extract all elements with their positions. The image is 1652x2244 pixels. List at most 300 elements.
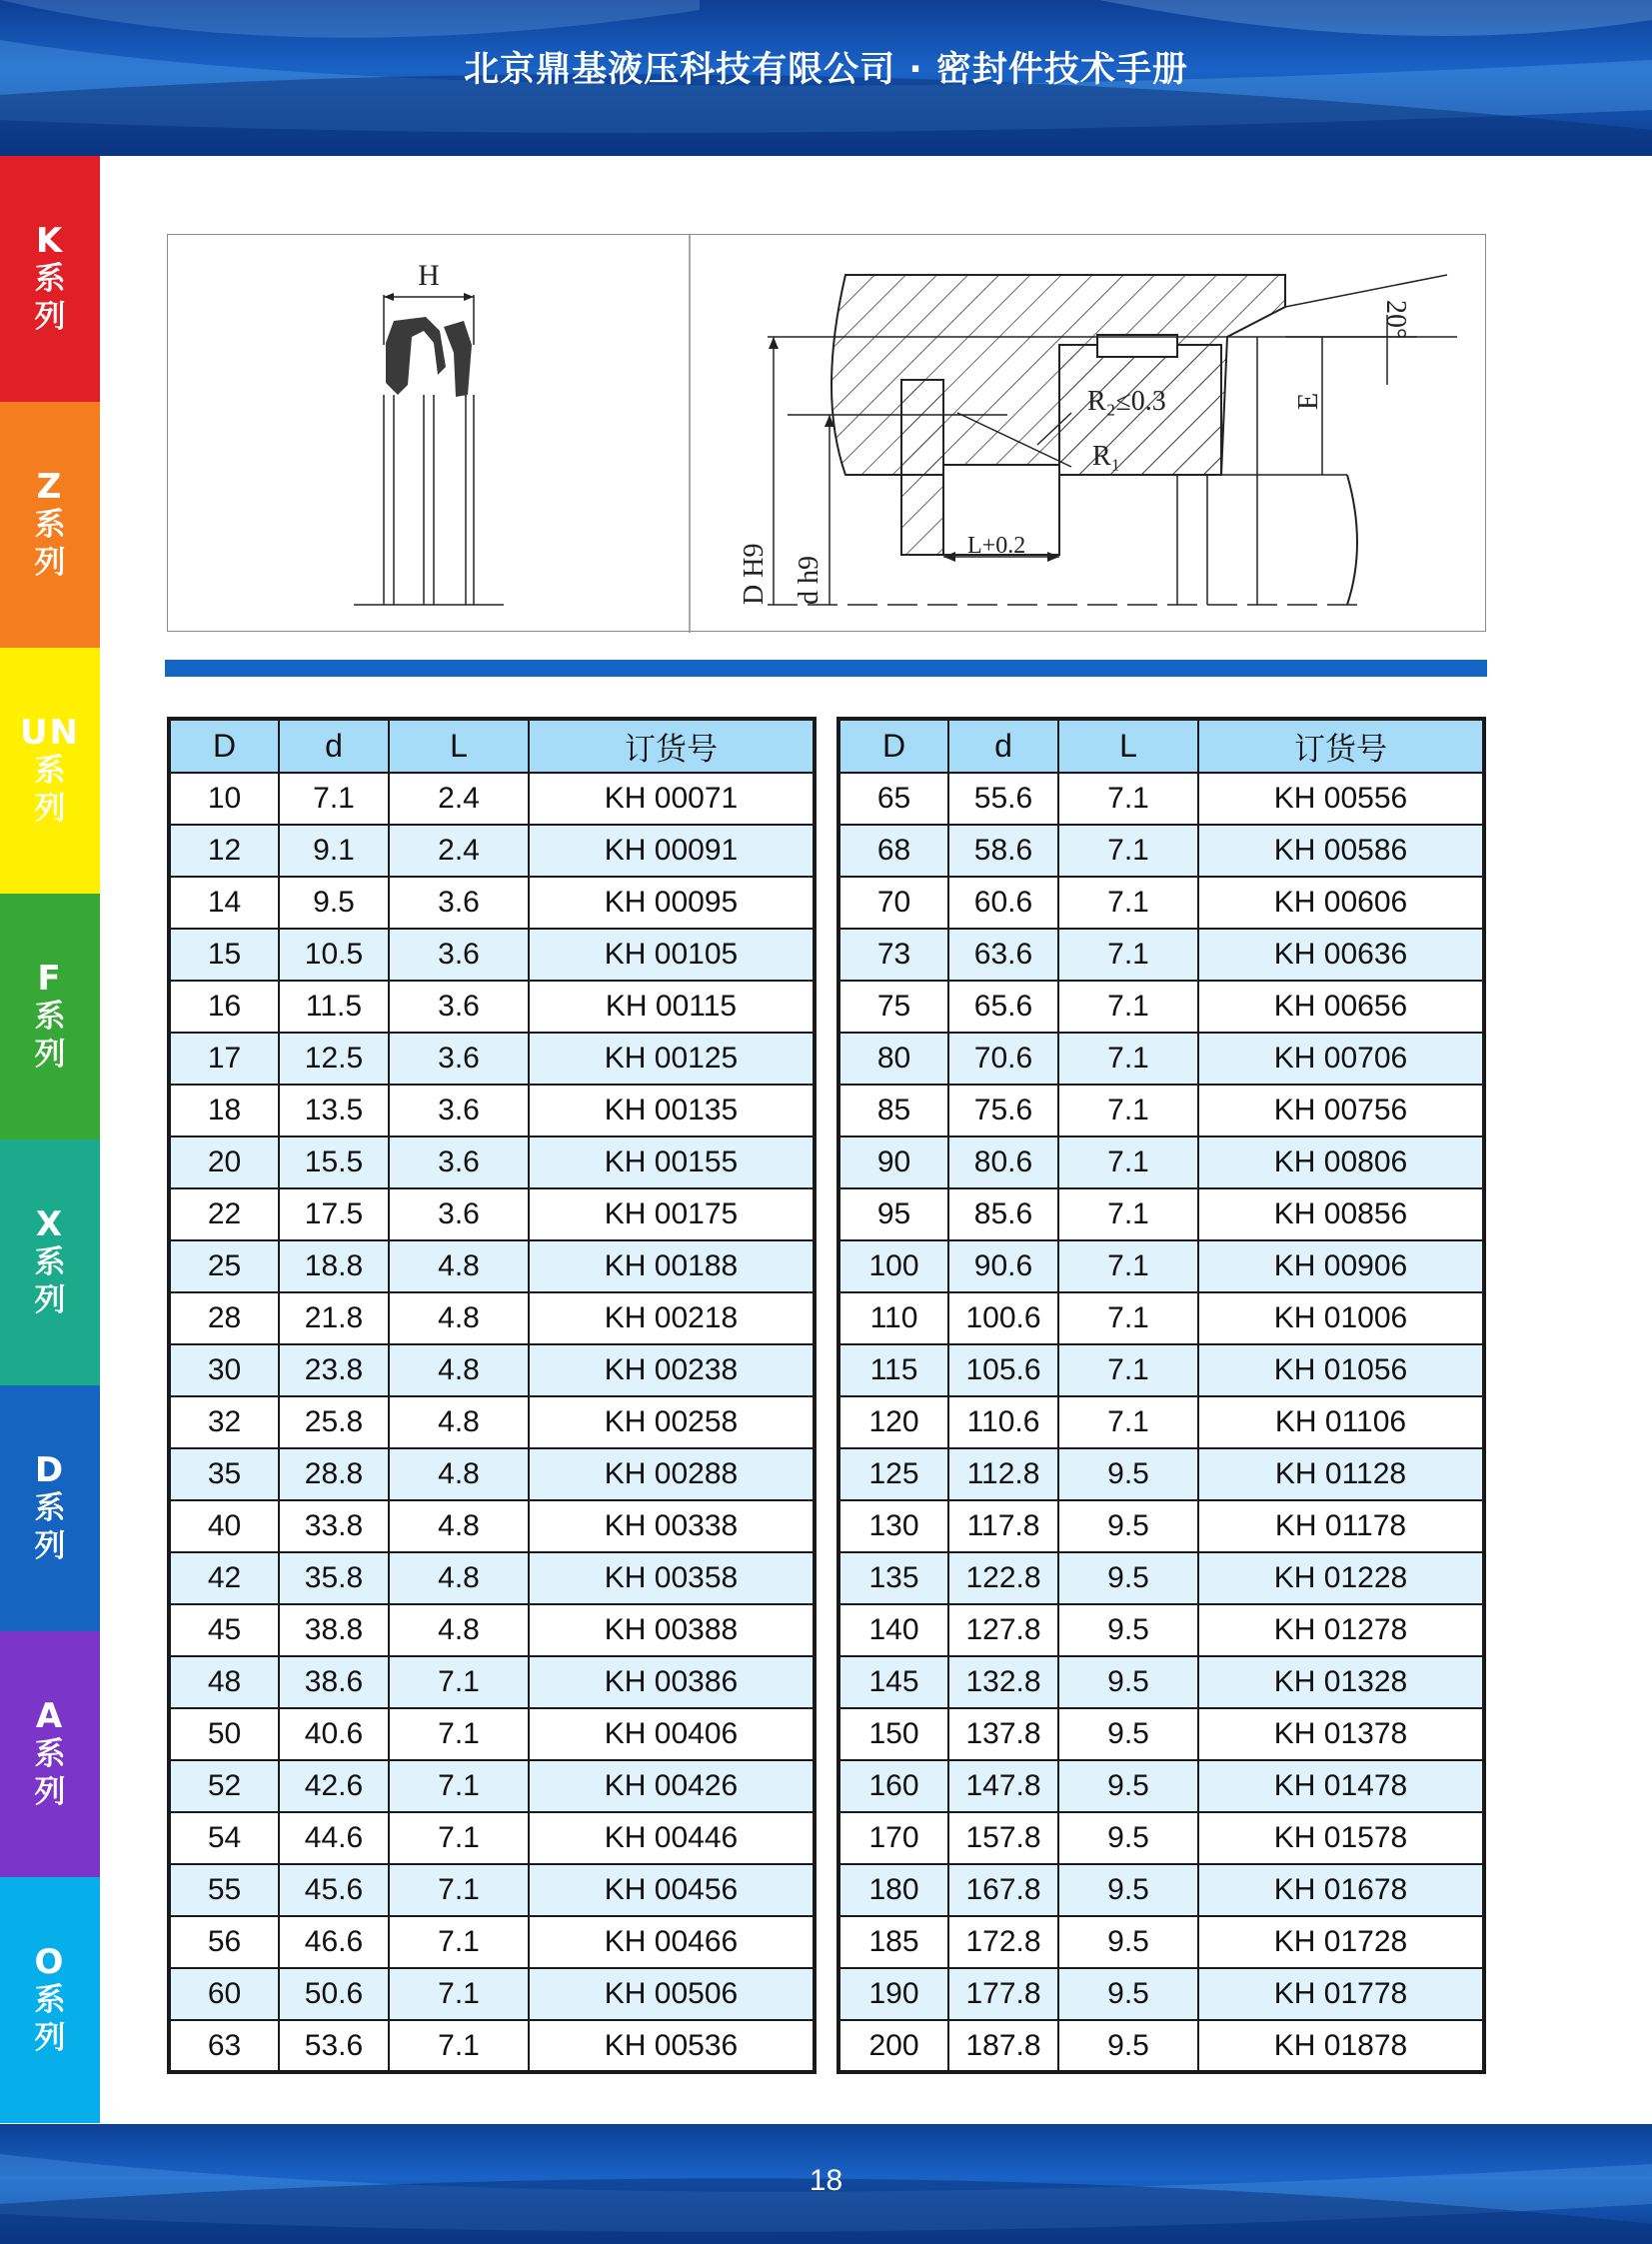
table-cell: KH 01478 bbox=[1198, 1760, 1484, 1812]
sidebar-tab-code: D bbox=[34, 1450, 66, 1490]
sidebar-tab-f[interactable] bbox=[0, 894, 100, 1139]
sidebar-tab-code: F bbox=[37, 959, 63, 999]
table-cell: 44.6 bbox=[279, 1812, 389, 1864]
table-cell: KH 01178 bbox=[1198, 1500, 1484, 1552]
col-header-d-outer: D bbox=[169, 719, 279, 773]
table-cell: 14 bbox=[169, 877, 279, 929]
table-cell: 7.1 bbox=[389, 1968, 529, 2020]
table-cell: 3.6 bbox=[389, 1136, 529, 1188]
table-cell: 10.5 bbox=[279, 929, 389, 981]
table-cell: 7.1 bbox=[1058, 1240, 1198, 1292]
table-cell: KH 00386 bbox=[529, 1656, 815, 1708]
table-cell: 38.6 bbox=[279, 1656, 389, 1708]
table-cell: 7.1 bbox=[279, 773, 389, 825]
table-cell: 117.8 bbox=[948, 1500, 1058, 1552]
sidebar-tab-label: 列 bbox=[34, 791, 66, 827]
table-row bbox=[169, 1292, 815, 1344]
table-cell: 170 bbox=[838, 1812, 948, 1864]
table-cell: KH 00388 bbox=[529, 1604, 815, 1656]
table-cell: KH 00536 bbox=[529, 2020, 815, 2072]
table-row bbox=[169, 1708, 815, 1760]
table-cell: 9.5 bbox=[1058, 1968, 1198, 2020]
series-sidebar bbox=[0, 156, 100, 2123]
table-cell: KH 00218 bbox=[529, 1292, 815, 1344]
table-cell: KH 00125 bbox=[529, 1033, 815, 1085]
table-cell: KH 00636 bbox=[1198, 929, 1484, 981]
r2-label: R₂≤0.3 bbox=[1087, 386, 1166, 417]
col-header-d-outer: D bbox=[838, 719, 948, 773]
table-cell: 48 bbox=[169, 1656, 279, 1708]
table-cell: 15.5 bbox=[279, 1136, 389, 1188]
table-cell: 9.5 bbox=[1058, 1656, 1198, 1708]
table-cell: 30 bbox=[169, 1344, 279, 1396]
table-row bbox=[169, 1656, 815, 1708]
table-cell: 4.8 bbox=[389, 1448, 529, 1500]
table-cell: 9.5 bbox=[1058, 1812, 1198, 1864]
col-header-order-no: 订货号 bbox=[1198, 719, 1484, 773]
table-cell: 4.8 bbox=[389, 1396, 529, 1448]
table-cell: 9.5 bbox=[1058, 1500, 1198, 1552]
sidebar-tab-z[interactable] bbox=[0, 402, 100, 648]
table-cell: KH 01328 bbox=[1198, 1656, 1484, 1708]
table-cell: 4.8 bbox=[389, 1240, 529, 1292]
table-cell: 7.1 bbox=[1058, 1085, 1198, 1136]
table-cell: 9.5 bbox=[1058, 1916, 1198, 1968]
table-cell: 100.6 bbox=[948, 1292, 1058, 1344]
sidebar-tab-label: 列 bbox=[34, 1037, 66, 1073]
sidebar-tab-label: 列 bbox=[34, 1282, 66, 1318]
table-cell: 7.1 bbox=[1058, 877, 1198, 929]
table-cell: 35.8 bbox=[279, 1552, 389, 1604]
table-cell: 9.1 bbox=[279, 825, 389, 877]
table-row bbox=[169, 1968, 815, 2020]
table-cell: 9.5 bbox=[1058, 2020, 1198, 2072]
drawing-svg bbox=[168, 235, 1487, 633]
table-cell: 122.8 bbox=[948, 1552, 1058, 1604]
table-cell: 7.1 bbox=[389, 1760, 529, 1812]
table-cell: KH 00406 bbox=[529, 1708, 815, 1760]
outer-diameter-label: D H9 bbox=[739, 543, 770, 605]
table-row bbox=[169, 877, 815, 929]
table-cell: KH 01378 bbox=[1198, 1708, 1484, 1760]
table-cell: 180 bbox=[838, 1864, 948, 1916]
table-row bbox=[838, 1240, 1484, 1292]
table-row bbox=[169, 1344, 815, 1396]
table-cell: KH 00756 bbox=[1198, 1085, 1484, 1136]
table-cell: 9.5 bbox=[1058, 1864, 1198, 1916]
table-cell: 85 bbox=[838, 1085, 948, 1136]
table-cell: 7.1 bbox=[389, 1916, 529, 1968]
table-cell: KH 00358 bbox=[529, 1552, 815, 1604]
table-row bbox=[838, 1344, 1484, 1396]
table-row bbox=[838, 1188, 1484, 1240]
table-cell: 68 bbox=[838, 825, 948, 877]
table-cell: 7.1 bbox=[1058, 1396, 1198, 1448]
table-cell: 85.6 bbox=[948, 1188, 1058, 1240]
table-cell: 50.6 bbox=[279, 1968, 389, 2020]
sidebar-tab-o[interactable] bbox=[0, 1877, 100, 2123]
table-row bbox=[169, 1136, 815, 1188]
col-header-d-inner: d bbox=[948, 719, 1058, 773]
table-cell: 45.6 bbox=[279, 1864, 389, 1916]
table-row bbox=[838, 877, 1484, 929]
col-header-l: L bbox=[1058, 719, 1198, 773]
table-row bbox=[169, 1085, 815, 1136]
header-band bbox=[0, 0, 1652, 156]
table-cell: 3.6 bbox=[389, 877, 529, 929]
table-cell: 10 bbox=[169, 773, 279, 825]
table-cell: KH 00135 bbox=[529, 1085, 815, 1136]
table-cell: 40.6 bbox=[279, 1708, 389, 1760]
table-row bbox=[838, 773, 1484, 825]
table-cell: 46.6 bbox=[279, 1916, 389, 1968]
table-cell: 160 bbox=[838, 1760, 948, 1812]
table-cell: 95 bbox=[838, 1188, 948, 1240]
table-cell: 187.8 bbox=[948, 2020, 1058, 2072]
sidebar-tab-label: 列 bbox=[34, 1528, 66, 1564]
table-cell: 80.6 bbox=[948, 1136, 1058, 1188]
table-cell: KH 01878 bbox=[1198, 2020, 1484, 2072]
table-cell: 23.8 bbox=[279, 1344, 389, 1396]
table-cell: 3.6 bbox=[389, 929, 529, 981]
table-row bbox=[838, 2020, 1484, 2072]
table-cell: 55 bbox=[169, 1864, 279, 1916]
table-cell: 105.6 bbox=[948, 1344, 1058, 1396]
table-cell: 90 bbox=[838, 1136, 948, 1188]
table-row bbox=[169, 1864, 815, 1916]
table-row bbox=[169, 1552, 815, 1604]
table-cell: KH 01278 bbox=[1198, 1604, 1484, 1656]
table-header-row bbox=[838, 719, 1484, 773]
table-cell: 7.1 bbox=[1058, 929, 1198, 981]
table-cell: KH 00258 bbox=[529, 1396, 815, 1448]
table-cell: 73 bbox=[838, 929, 948, 981]
table-cell: 42.6 bbox=[279, 1760, 389, 1812]
table-row bbox=[838, 1033, 1484, 1085]
table-row bbox=[838, 1396, 1484, 1448]
table-cell: KH 00606 bbox=[1198, 877, 1484, 929]
table-row bbox=[838, 1500, 1484, 1552]
sidebar-tab-d[interactable] bbox=[0, 1385, 100, 1631]
table-row bbox=[838, 1136, 1484, 1188]
sidebar-tab-label: 系 bbox=[34, 261, 66, 297]
table-cell: KH 00656 bbox=[1198, 981, 1484, 1033]
table-cell: 25 bbox=[169, 1240, 279, 1292]
table-row bbox=[838, 929, 1484, 981]
sidebar-tab-code: UN bbox=[19, 713, 81, 753]
table-cell: KH 01728 bbox=[1198, 1916, 1484, 1968]
table-cell: 20 bbox=[169, 1136, 279, 1188]
table-cell: KH 00338 bbox=[529, 1500, 815, 1552]
table-row bbox=[838, 1760, 1484, 1812]
table-cell: 45 bbox=[169, 1604, 279, 1656]
table-row bbox=[169, 1396, 815, 1448]
table-cell: 110 bbox=[838, 1292, 948, 1344]
table-cell: KH 00906 bbox=[1198, 1240, 1484, 1292]
col-header-l: L bbox=[389, 719, 529, 773]
table-cell: 110.6 bbox=[948, 1396, 1058, 1448]
table-row bbox=[838, 1916, 1484, 1968]
table-cell: 65.6 bbox=[948, 981, 1058, 1033]
table-cell: KH 01056 bbox=[1198, 1344, 1484, 1396]
table-row bbox=[838, 1812, 1484, 1864]
table-cell: KH 00456 bbox=[529, 1864, 815, 1916]
section-divider bbox=[165, 660, 1487, 677]
table-cell: 65 bbox=[838, 773, 948, 825]
table-cell: 70.6 bbox=[948, 1033, 1058, 1085]
table-cell: 3.6 bbox=[389, 1188, 529, 1240]
sidebar-tab-a[interactable] bbox=[0, 1631, 100, 1877]
sidebar-tab-code: O bbox=[34, 1942, 66, 1982]
table-cell: 63 bbox=[169, 2020, 279, 2072]
seal-profile bbox=[354, 259, 504, 605]
table-cell: 63.6 bbox=[948, 929, 1058, 981]
page-title: 北京鼎基液压科技有限公司 · 密封件技术手册 bbox=[464, 50, 1188, 90]
table-cell: 3.6 bbox=[389, 981, 529, 1033]
inner-diameter-label: d h9 bbox=[794, 556, 825, 605]
sidebar-tab-label: 列 bbox=[34, 2020, 66, 2056]
table-cell: 150 bbox=[838, 1708, 948, 1760]
table-cell: KH 00105 bbox=[529, 929, 815, 981]
sidebar-tab-un[interactable] bbox=[0, 648, 100, 894]
table-row bbox=[838, 981, 1484, 1033]
table-cell: KH 00426 bbox=[529, 1760, 815, 1812]
table-cell: 25.8 bbox=[279, 1396, 389, 1448]
table-cell: 172.8 bbox=[948, 1916, 1058, 1968]
technical-drawing bbox=[167, 234, 1486, 632]
table-cell: 42 bbox=[169, 1552, 279, 1604]
sidebar-tab-label: 系 bbox=[34, 753, 66, 789]
table-cell: 147.8 bbox=[948, 1760, 1058, 1812]
table-cell: KH 00071 bbox=[529, 773, 815, 825]
table-row bbox=[169, 1916, 815, 1968]
table-cell: 7.1 bbox=[389, 1864, 529, 1916]
table-row bbox=[838, 1292, 1484, 1344]
sidebar-tab-label: 列 bbox=[34, 299, 66, 335]
table-row bbox=[169, 929, 815, 981]
groove-drawing bbox=[739, 275, 1457, 605]
table-row bbox=[169, 2020, 815, 2072]
table-cell: 90.6 bbox=[948, 1240, 1058, 1292]
table-cell: 33.8 bbox=[279, 1500, 389, 1552]
table-row bbox=[169, 1604, 815, 1656]
table-row bbox=[169, 1188, 815, 1240]
table-cell: 100 bbox=[838, 1240, 948, 1292]
table-cell: 11.5 bbox=[279, 981, 389, 1033]
table-cell: KH 00175 bbox=[529, 1188, 815, 1240]
table-row bbox=[838, 1864, 1484, 1916]
table-cell: 127.8 bbox=[948, 1604, 1058, 1656]
table-cell: 40 bbox=[169, 1500, 279, 1552]
table-cell: 12.5 bbox=[279, 1033, 389, 1085]
table-cell: 9.5 bbox=[279, 877, 389, 929]
table-cell: 177.8 bbox=[948, 1968, 1058, 2020]
angle-label: 20° bbox=[1380, 300, 1411, 340]
table-cell: 137.8 bbox=[948, 1708, 1058, 1760]
table-cell: KH 01106 bbox=[1198, 1396, 1484, 1448]
table-cell: 7.1 bbox=[1058, 773, 1198, 825]
size-table-left bbox=[167, 717, 817, 2074]
sidebar-tab-code: Z bbox=[36, 467, 64, 507]
sidebar-tab-label: 系 bbox=[34, 1490, 66, 1526]
table-row bbox=[169, 981, 815, 1033]
table-cell: KH 00115 bbox=[529, 981, 815, 1033]
table-cell: KH 00856 bbox=[1198, 1188, 1484, 1240]
table-cell: 54 bbox=[169, 1812, 279, 1864]
table-cell: 125 bbox=[838, 1448, 948, 1500]
table-cell: 7.1 bbox=[1058, 1344, 1198, 1396]
sidebar-tab-x[interactable] bbox=[0, 1139, 100, 1385]
table-cell: 15 bbox=[169, 929, 279, 981]
table-cell: 7.1 bbox=[1058, 1188, 1198, 1240]
table-cell: KH 00466 bbox=[529, 1916, 815, 1968]
table-cell: 80 bbox=[838, 1033, 948, 1085]
table-cell: KH 00188 bbox=[529, 1240, 815, 1292]
table-cell: KH 01778 bbox=[1198, 1968, 1484, 2020]
seal-h-label: H bbox=[418, 259, 440, 292]
table-cell: 9.5 bbox=[1058, 1604, 1198, 1656]
table-cell: KH 00556 bbox=[1198, 773, 1484, 825]
table-cell: 38.8 bbox=[279, 1604, 389, 1656]
table-cell: 157.8 bbox=[948, 1812, 1058, 1864]
table-cell: 18.8 bbox=[279, 1240, 389, 1292]
table-cell: 9.5 bbox=[1058, 1760, 1198, 1812]
table-row bbox=[169, 1033, 815, 1085]
sidebar-tab-code: K bbox=[35, 221, 65, 261]
col-header-order-no: 订货号 bbox=[529, 719, 815, 773]
table-cell: 140 bbox=[838, 1604, 948, 1656]
table-cell: KH 00586 bbox=[1198, 825, 1484, 877]
table-row bbox=[169, 1812, 815, 1864]
table-cell: 9.5 bbox=[1058, 1448, 1198, 1500]
table-cell: KH 00288 bbox=[529, 1448, 815, 1500]
sidebar-tab-k[interactable] bbox=[0, 156, 100, 402]
table-row bbox=[169, 1500, 815, 1552]
table-cell: KH 00091 bbox=[529, 825, 815, 877]
sidebar-tab-label: 列 bbox=[34, 545, 66, 581]
table-row bbox=[838, 1604, 1484, 1656]
table-cell: 7.1 bbox=[1058, 1033, 1198, 1085]
table-cell: KH 01128 bbox=[1198, 1448, 1484, 1500]
sidebar-tab-code: X bbox=[35, 1204, 65, 1244]
table-cell: 167.8 bbox=[948, 1864, 1058, 1916]
table-cell: 132.8 bbox=[948, 1656, 1058, 1708]
table-cell: KH 01678 bbox=[1198, 1864, 1484, 1916]
table-header-row bbox=[169, 719, 815, 773]
table-cell: 16 bbox=[169, 981, 279, 1033]
table-cell: 17 bbox=[169, 1033, 279, 1085]
table-cell: 22 bbox=[169, 1188, 279, 1240]
table-cell: 17.5 bbox=[279, 1188, 389, 1240]
r1-label: R₁ bbox=[1092, 441, 1121, 472]
e-label: E bbox=[1293, 392, 1324, 410]
table-cell: 60 bbox=[169, 1968, 279, 2020]
table-cell: 52 bbox=[169, 1760, 279, 1812]
sidebar-tab-label: 列 bbox=[34, 1774, 66, 1810]
table-cell: 35 bbox=[169, 1448, 279, 1500]
table-cell: 58.6 bbox=[948, 825, 1058, 877]
table-cell: 4.8 bbox=[389, 1344, 529, 1396]
table-cell: 7.1 bbox=[1058, 981, 1198, 1033]
table-cell: KH 00155 bbox=[529, 1136, 815, 1188]
table-cell: 7.1 bbox=[1058, 1136, 1198, 1188]
table-cell: 130 bbox=[838, 1500, 948, 1552]
table-cell: KH 01228 bbox=[1198, 1552, 1484, 1604]
table-cell: 2.4 bbox=[389, 773, 529, 825]
groove-length-label: L+0.2 bbox=[967, 533, 1026, 559]
table-cell: 12 bbox=[169, 825, 279, 877]
table-cell: 200 bbox=[838, 2020, 948, 2072]
table-cell: 60.6 bbox=[948, 877, 1058, 929]
table-cell: 120 bbox=[838, 1396, 948, 1448]
footer-band bbox=[0, 2124, 1652, 2244]
table-cell: 7.1 bbox=[1058, 825, 1198, 877]
table-cell: 55.6 bbox=[948, 773, 1058, 825]
table-cell: 115 bbox=[838, 1344, 948, 1396]
table-cell: KH 01006 bbox=[1198, 1292, 1484, 1344]
table-cell: KH 00238 bbox=[529, 1344, 815, 1396]
table-cell: 28 bbox=[169, 1292, 279, 1344]
table-cell: 50 bbox=[169, 1708, 279, 1760]
table-row bbox=[169, 1760, 815, 1812]
size-table-right bbox=[836, 717, 1486, 2074]
table-row bbox=[169, 825, 815, 877]
table-cell: 4.8 bbox=[389, 1500, 529, 1552]
table-cell: KH 00806 bbox=[1198, 1136, 1484, 1188]
sidebar-tab-label: 系 bbox=[34, 507, 66, 543]
table-cell: 13.5 bbox=[279, 1085, 389, 1136]
table-row bbox=[838, 1656, 1484, 1708]
table-cell: KH 00446 bbox=[529, 1812, 815, 1864]
table-cell: KH 00506 bbox=[529, 1968, 815, 2020]
table-cell: 4.8 bbox=[389, 1292, 529, 1344]
table-cell: KH 00095 bbox=[529, 877, 815, 929]
table-cell: 70 bbox=[838, 877, 948, 929]
table-cell: 7.1 bbox=[389, 2020, 529, 2072]
table-cell: 7.1 bbox=[389, 1656, 529, 1708]
table-row bbox=[838, 1552, 1484, 1604]
table-cell: 4.8 bbox=[389, 1552, 529, 1604]
page-number: 18 bbox=[809, 2164, 843, 2197]
table-cell: 3.6 bbox=[389, 1033, 529, 1085]
sidebar-tab-code: A bbox=[35, 1696, 65, 1736]
table-cell: 3.6 bbox=[389, 1085, 529, 1136]
table-cell: KH 01578 bbox=[1198, 1812, 1484, 1864]
table-row bbox=[838, 1968, 1484, 2020]
table-row bbox=[838, 1708, 1484, 1760]
table-row bbox=[169, 773, 815, 825]
table-cell: 145 bbox=[838, 1656, 948, 1708]
table-cell: KH 00706 bbox=[1198, 1033, 1484, 1085]
table-cell: 2.4 bbox=[389, 825, 529, 877]
table-cell: 56 bbox=[169, 1916, 279, 1968]
table-row bbox=[838, 1448, 1484, 1500]
table-cell: 7.1 bbox=[389, 1708, 529, 1760]
table-cell: 9.5 bbox=[1058, 1708, 1198, 1760]
table-row bbox=[169, 1448, 815, 1500]
table-cell: 7.1 bbox=[1058, 1292, 1198, 1344]
table-cell: 75.6 bbox=[948, 1085, 1058, 1136]
sidebar-tab-label: 系 bbox=[34, 999, 66, 1035]
table-cell: 190 bbox=[838, 1968, 948, 2020]
table-cell: 28.8 bbox=[279, 1448, 389, 1500]
table-cell: 21.8 bbox=[279, 1292, 389, 1344]
table-cell: 32 bbox=[169, 1396, 279, 1448]
table-cell: 4.8 bbox=[389, 1604, 529, 1656]
table-row bbox=[838, 825, 1484, 877]
table-cell: 18 bbox=[169, 1085, 279, 1136]
sidebar-tab-label: 系 bbox=[34, 1982, 66, 2018]
